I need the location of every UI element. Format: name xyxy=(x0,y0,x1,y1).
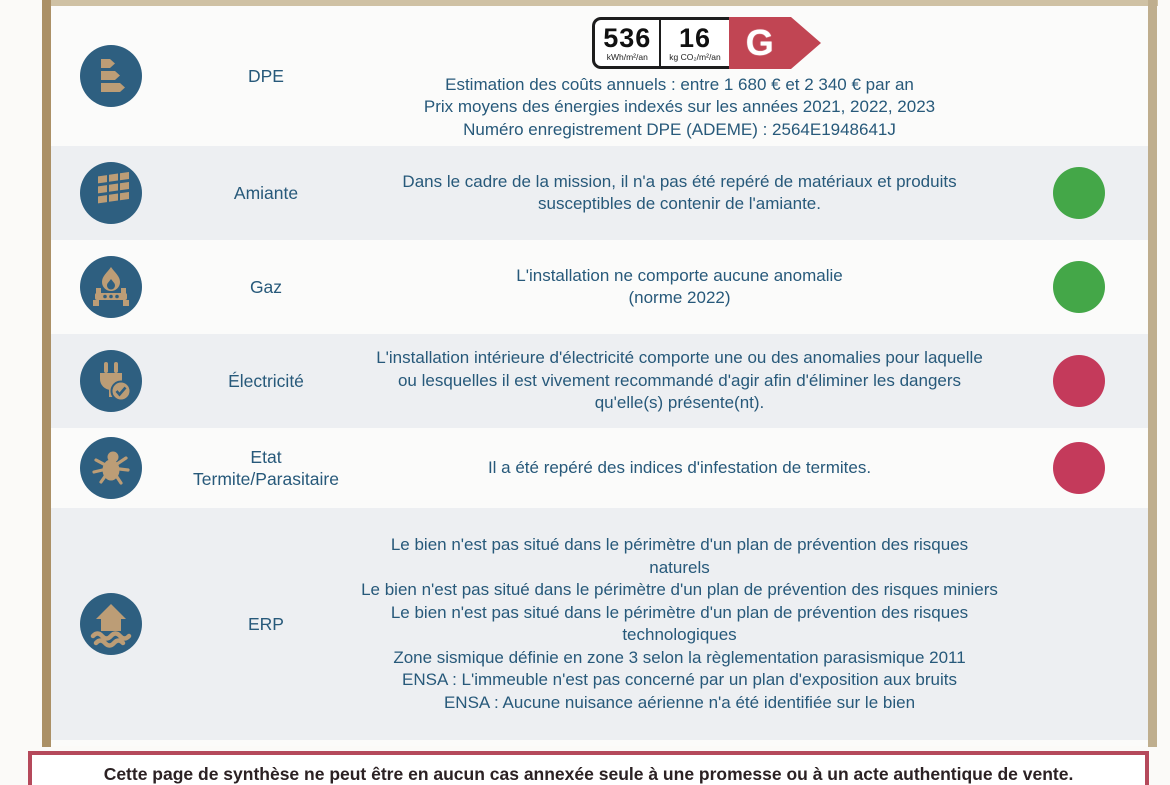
energy-performance-tag xyxy=(592,17,821,69)
status-dot xyxy=(1053,355,1105,407)
gas-burner-icon xyxy=(79,255,143,319)
erp-risques-miniers-line: Le bien n'est pas situé dans le périmètre d'un plan de prévention des risques miniers xyxy=(361,580,998,599)
dpe-price-line: Prix moyens des énergies indexés sur les années 2021, 2022, 2023 xyxy=(423,97,936,117)
co2-emission-unit: kg CO₂/m²/an xyxy=(669,51,721,62)
scan-edge-right xyxy=(1148,0,1157,747)
row-termite xyxy=(51,428,1148,508)
erp-risques-naturels-line: Le bien n'est pas situé dans le périmètre d'un plan de prévention des risques naturels xyxy=(390,535,969,577)
amiante-description: Dans le cadre de la mission, il n'a pas été repéré de matériaux et produits susceptibles de contenir de l'amiante. xyxy=(402,171,957,213)
erp-zone-sismique-line: Zone sismique définie en zone 3 selon la règlementation parasismique 2011 xyxy=(393,647,966,667)
erp-ensa-nuisance-line: ENSA : Aucune nuisance aérienne n'a été identifiée sur le bien xyxy=(443,692,916,712)
electric-plug-icon xyxy=(79,349,143,413)
electricite-description: L'installation intérieure d'électricité comporte une ou des anomalies pour laquelle ou lesquelles il est vivement recommandé d'agir afin d'éliminer les dangers qu'elle(s) présente(nt). xyxy=(376,348,983,413)
diagnostic-label: Gaz xyxy=(249,277,283,297)
asbestos-tiles-icon xyxy=(79,161,143,225)
energy-grade-arrow xyxy=(791,17,821,69)
co2-emission-value: 16 xyxy=(679,22,712,53)
row-electricite xyxy=(51,334,1148,428)
status-dot xyxy=(1053,442,1105,494)
diagnostic-label: Électricité xyxy=(228,371,304,391)
termite-description: Il a été repéré des indices d'infestation de termites. xyxy=(487,457,872,477)
energy-grade-letter: G xyxy=(729,17,791,69)
diagnostic-label: DPE xyxy=(248,66,284,86)
erp-risques-technologiques-line: Le bien n'est pas situé dans le périmètre d'un plan de prévention des risques technologiques xyxy=(390,602,969,644)
energy-consumption-unit: kWh/m²/an xyxy=(606,51,648,62)
row-gaz xyxy=(51,240,1148,334)
row-dpe xyxy=(51,6,1148,146)
diagnostic-label: Etat Termite/Parasitaire xyxy=(193,447,339,489)
scan-edge-left xyxy=(42,0,51,747)
erp-ensa-exposition-line: ENSA : L'immeuble n'est pas concerné par un plan d'exposition aux bruits xyxy=(402,670,957,689)
row-amiante xyxy=(51,146,1148,240)
house-flood-icon xyxy=(79,592,143,656)
legal-warning-box xyxy=(28,751,1149,785)
legal-warning-text: Cette page de synthèse ne peut être en aucun cas annexée seule à une promesse ou à un acte authentique de vente. xyxy=(103,764,1074,784)
termite-bug-icon xyxy=(79,436,143,500)
gaz-description-line2: (norme 2022) xyxy=(628,288,731,307)
status-dot xyxy=(1053,261,1105,313)
row-erp xyxy=(51,508,1148,740)
dpe-ademe-number-line: Numéro enregistrement DPE (ADEME) : 2564E1948641J xyxy=(463,119,896,139)
energy-rating-icon xyxy=(79,44,143,108)
diagnostic-label: ERP xyxy=(248,614,284,634)
diagnostic-label: Amiante xyxy=(233,183,299,203)
status-dot xyxy=(1053,167,1105,219)
diagnostics-summary-table xyxy=(51,6,1148,746)
dpe-cost-line: Estimation des coûts annuels : entre 1 680 € et 2 340 € par an xyxy=(445,74,914,94)
gaz-description-line1: L'installation ne comporte aucune anomalie xyxy=(516,265,843,285)
energy-consumption-value: 536 xyxy=(603,22,652,53)
